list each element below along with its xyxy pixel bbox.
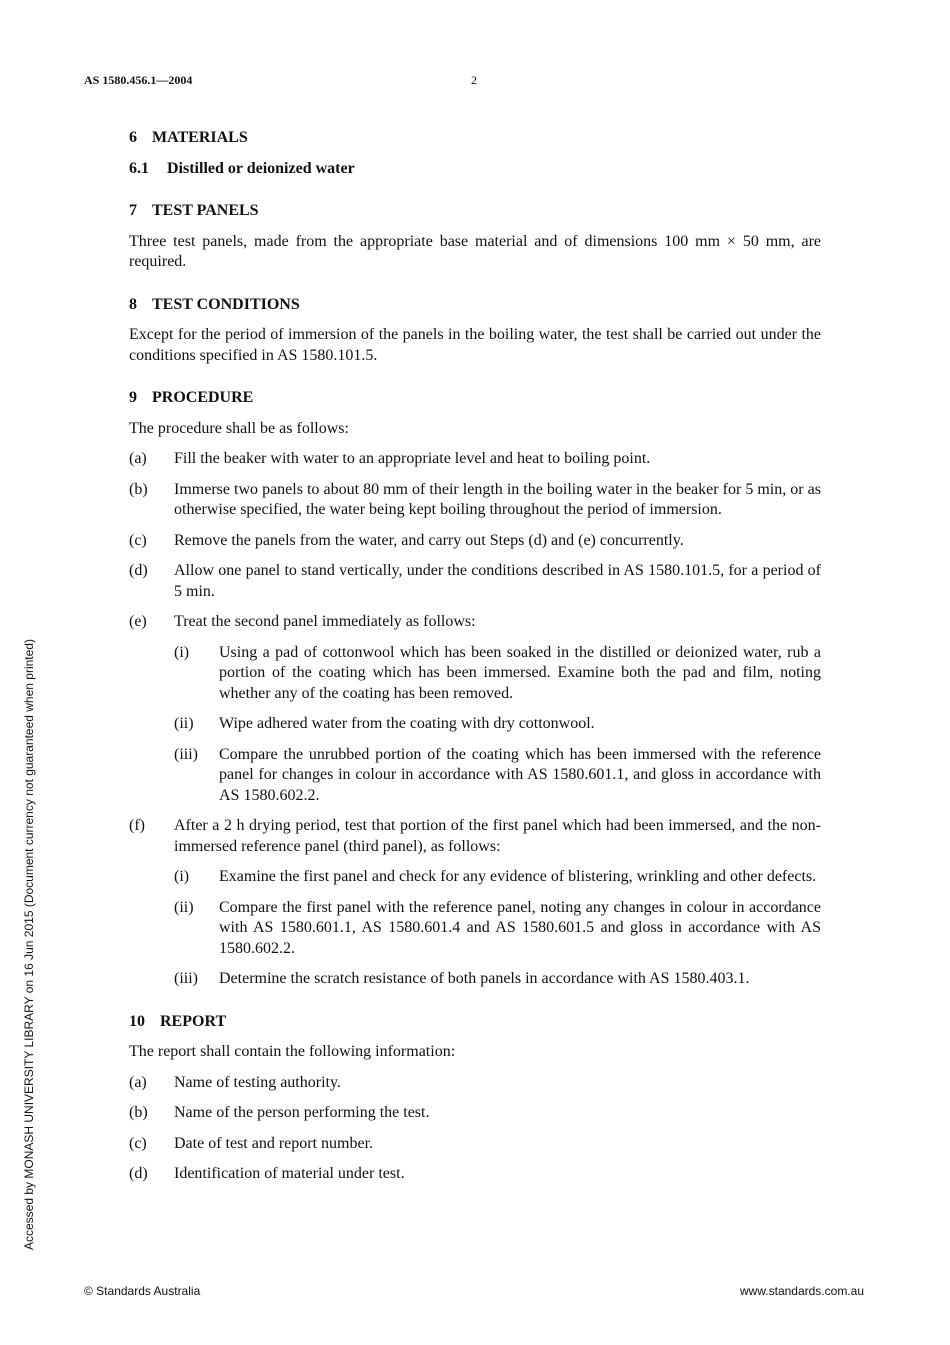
item-text: Compare the unrubbed portion of the coating which has been immersed with the reference panel for changes in colour in accordance with AS 1580.601.1, and gloss in accordance with AS 1580.602.2. xyxy=(219,745,821,804)
list-item xyxy=(129,1164,821,1185)
list-item xyxy=(129,449,821,470)
item-label: (c) xyxy=(129,1134,147,1152)
item-text: Date of test and report number. xyxy=(174,1134,374,1152)
item-text: Name of the person performing the test. xyxy=(174,1104,430,1121)
section-6-1-heading xyxy=(129,159,821,180)
document-id: AS 1580.456.1—2004 xyxy=(84,73,193,87)
section-title: PROCEDURE xyxy=(152,389,254,406)
list-item xyxy=(129,480,821,521)
section-number: 10 xyxy=(129,1012,145,1030)
sub-list-item xyxy=(174,745,821,807)
item-text: After a 2 h drying period, test that portion of the first panel which had been immersed, and the non-immersed reference panel (third panel), as follows: xyxy=(174,817,821,855)
page-number: 2 xyxy=(471,73,477,87)
section-title: REPORT xyxy=(160,1012,227,1030)
item-text: Wipe adhered water from the coating with dry cottonwool. xyxy=(219,715,595,732)
item-text: Allow one panel to stand vertically, under the conditions described in AS 1580.101.5, for a period of 5 min. xyxy=(174,562,821,600)
item-label: (i) xyxy=(174,868,190,885)
sub-list-item xyxy=(174,643,821,705)
list-item xyxy=(129,561,821,602)
item-label: (i) xyxy=(174,643,190,661)
section-10-intro: The report shall contain the following information: xyxy=(129,1043,456,1060)
item-text: Examine the first panel and check for any evidence of blistering, wrinkling and other defects. xyxy=(219,868,817,885)
section-10-heading xyxy=(129,1012,821,1033)
section-number: 9 xyxy=(129,389,137,406)
list-item xyxy=(129,612,821,633)
item-label: (b) xyxy=(129,1104,148,1121)
list-item xyxy=(129,1134,821,1155)
item-label: (d) xyxy=(129,1165,148,1182)
section-title: TEST PANELS xyxy=(152,202,259,219)
section-title: Distilled or deionized water xyxy=(167,159,355,177)
item-text: Remove the panels from the water, and carry out Steps (d) and (e) concurrently. xyxy=(174,531,684,549)
item-label: (f) xyxy=(129,817,145,834)
document-body xyxy=(129,128,821,1185)
list-item xyxy=(129,1073,821,1094)
footer-copyright: © Standards Australia xyxy=(84,1284,201,1298)
item-label: (ii) xyxy=(174,898,194,916)
item-label: (c) xyxy=(129,531,147,549)
item-label: (iii) xyxy=(174,970,198,987)
section-8-heading xyxy=(129,295,821,316)
item-text: Using a pad of cottonwool which has been soaked in the distilled or deionized water, rub a portion of the coating which has been immersed. Examine both the pad and film, noting whether any of the coating has been removed. xyxy=(219,643,821,702)
section-number: 6 xyxy=(129,129,137,146)
item-label: (d) xyxy=(129,562,148,579)
item-label: (a) xyxy=(129,1073,147,1091)
item-text: Immerse two panels to about 80 mm of their length in the boiling water in the beaker for 5 min, or as otherwise specified, the water being kept boiling throughout the period of immersion. xyxy=(174,480,821,518)
section-number: 6.1 xyxy=(129,159,149,177)
list-item xyxy=(129,531,821,552)
list-item xyxy=(129,816,821,857)
section-number: 7 xyxy=(129,202,137,219)
list-item xyxy=(129,1103,821,1124)
section-title: MATERIALS xyxy=(152,129,248,146)
item-text: Treat the second panel immediately as follows: xyxy=(174,613,476,630)
item-text: Compare the first panel with the reference panel, noting any changes in colour in accordance with AS 1580.601.1, AS 1580.601.4 and AS 1580.601.5 and gloss in accordance with AS 1580.602.2. xyxy=(219,898,821,957)
item-label: (b) xyxy=(129,480,148,498)
item-text: Fill the beaker with water to an appropriate level and heat to boiling point. xyxy=(174,450,651,467)
item-text: Name of testing authority. xyxy=(174,1073,341,1091)
item-label: (ii) xyxy=(174,715,194,732)
footer-website[interactable]: www.standards.com.au xyxy=(739,1284,864,1298)
sub-list-item xyxy=(174,714,821,735)
item-text: Identification of material under test. xyxy=(174,1165,405,1182)
section-7-body: Three test panels, made from the appropriate base material and of dimensions 100 mm × 50 mm, are required. xyxy=(129,232,821,270)
section-8-body: Except for the period of immersion of the panels in the boiling water, the test shall be carried out under the conditions specified in AS 1580.101.5. xyxy=(129,326,821,364)
sub-list-item xyxy=(174,898,821,960)
item-text: Determine the scratch resistance of both panels in accordance with AS 1580.403.1. xyxy=(219,970,750,987)
section-6-heading xyxy=(129,128,821,149)
section-9-heading xyxy=(129,388,821,409)
section-7-heading xyxy=(129,201,821,222)
sub-list-item xyxy=(174,867,821,888)
sub-list-item xyxy=(174,969,821,990)
section-number: 8 xyxy=(129,295,137,313)
access-watermark: Accessed by MONASH UNIVERSITY LIBRARY on 16 Jun 2015 (Document currency not guaranteed when printed) xyxy=(22,639,36,1250)
item-label: (iii) xyxy=(174,745,198,763)
item-label: (e) xyxy=(129,613,147,630)
section-9-intro: The procedure shall be as follows: xyxy=(129,419,349,437)
item-label: (a) xyxy=(129,450,147,467)
section-title: TEST CONDITIONS xyxy=(152,295,300,313)
